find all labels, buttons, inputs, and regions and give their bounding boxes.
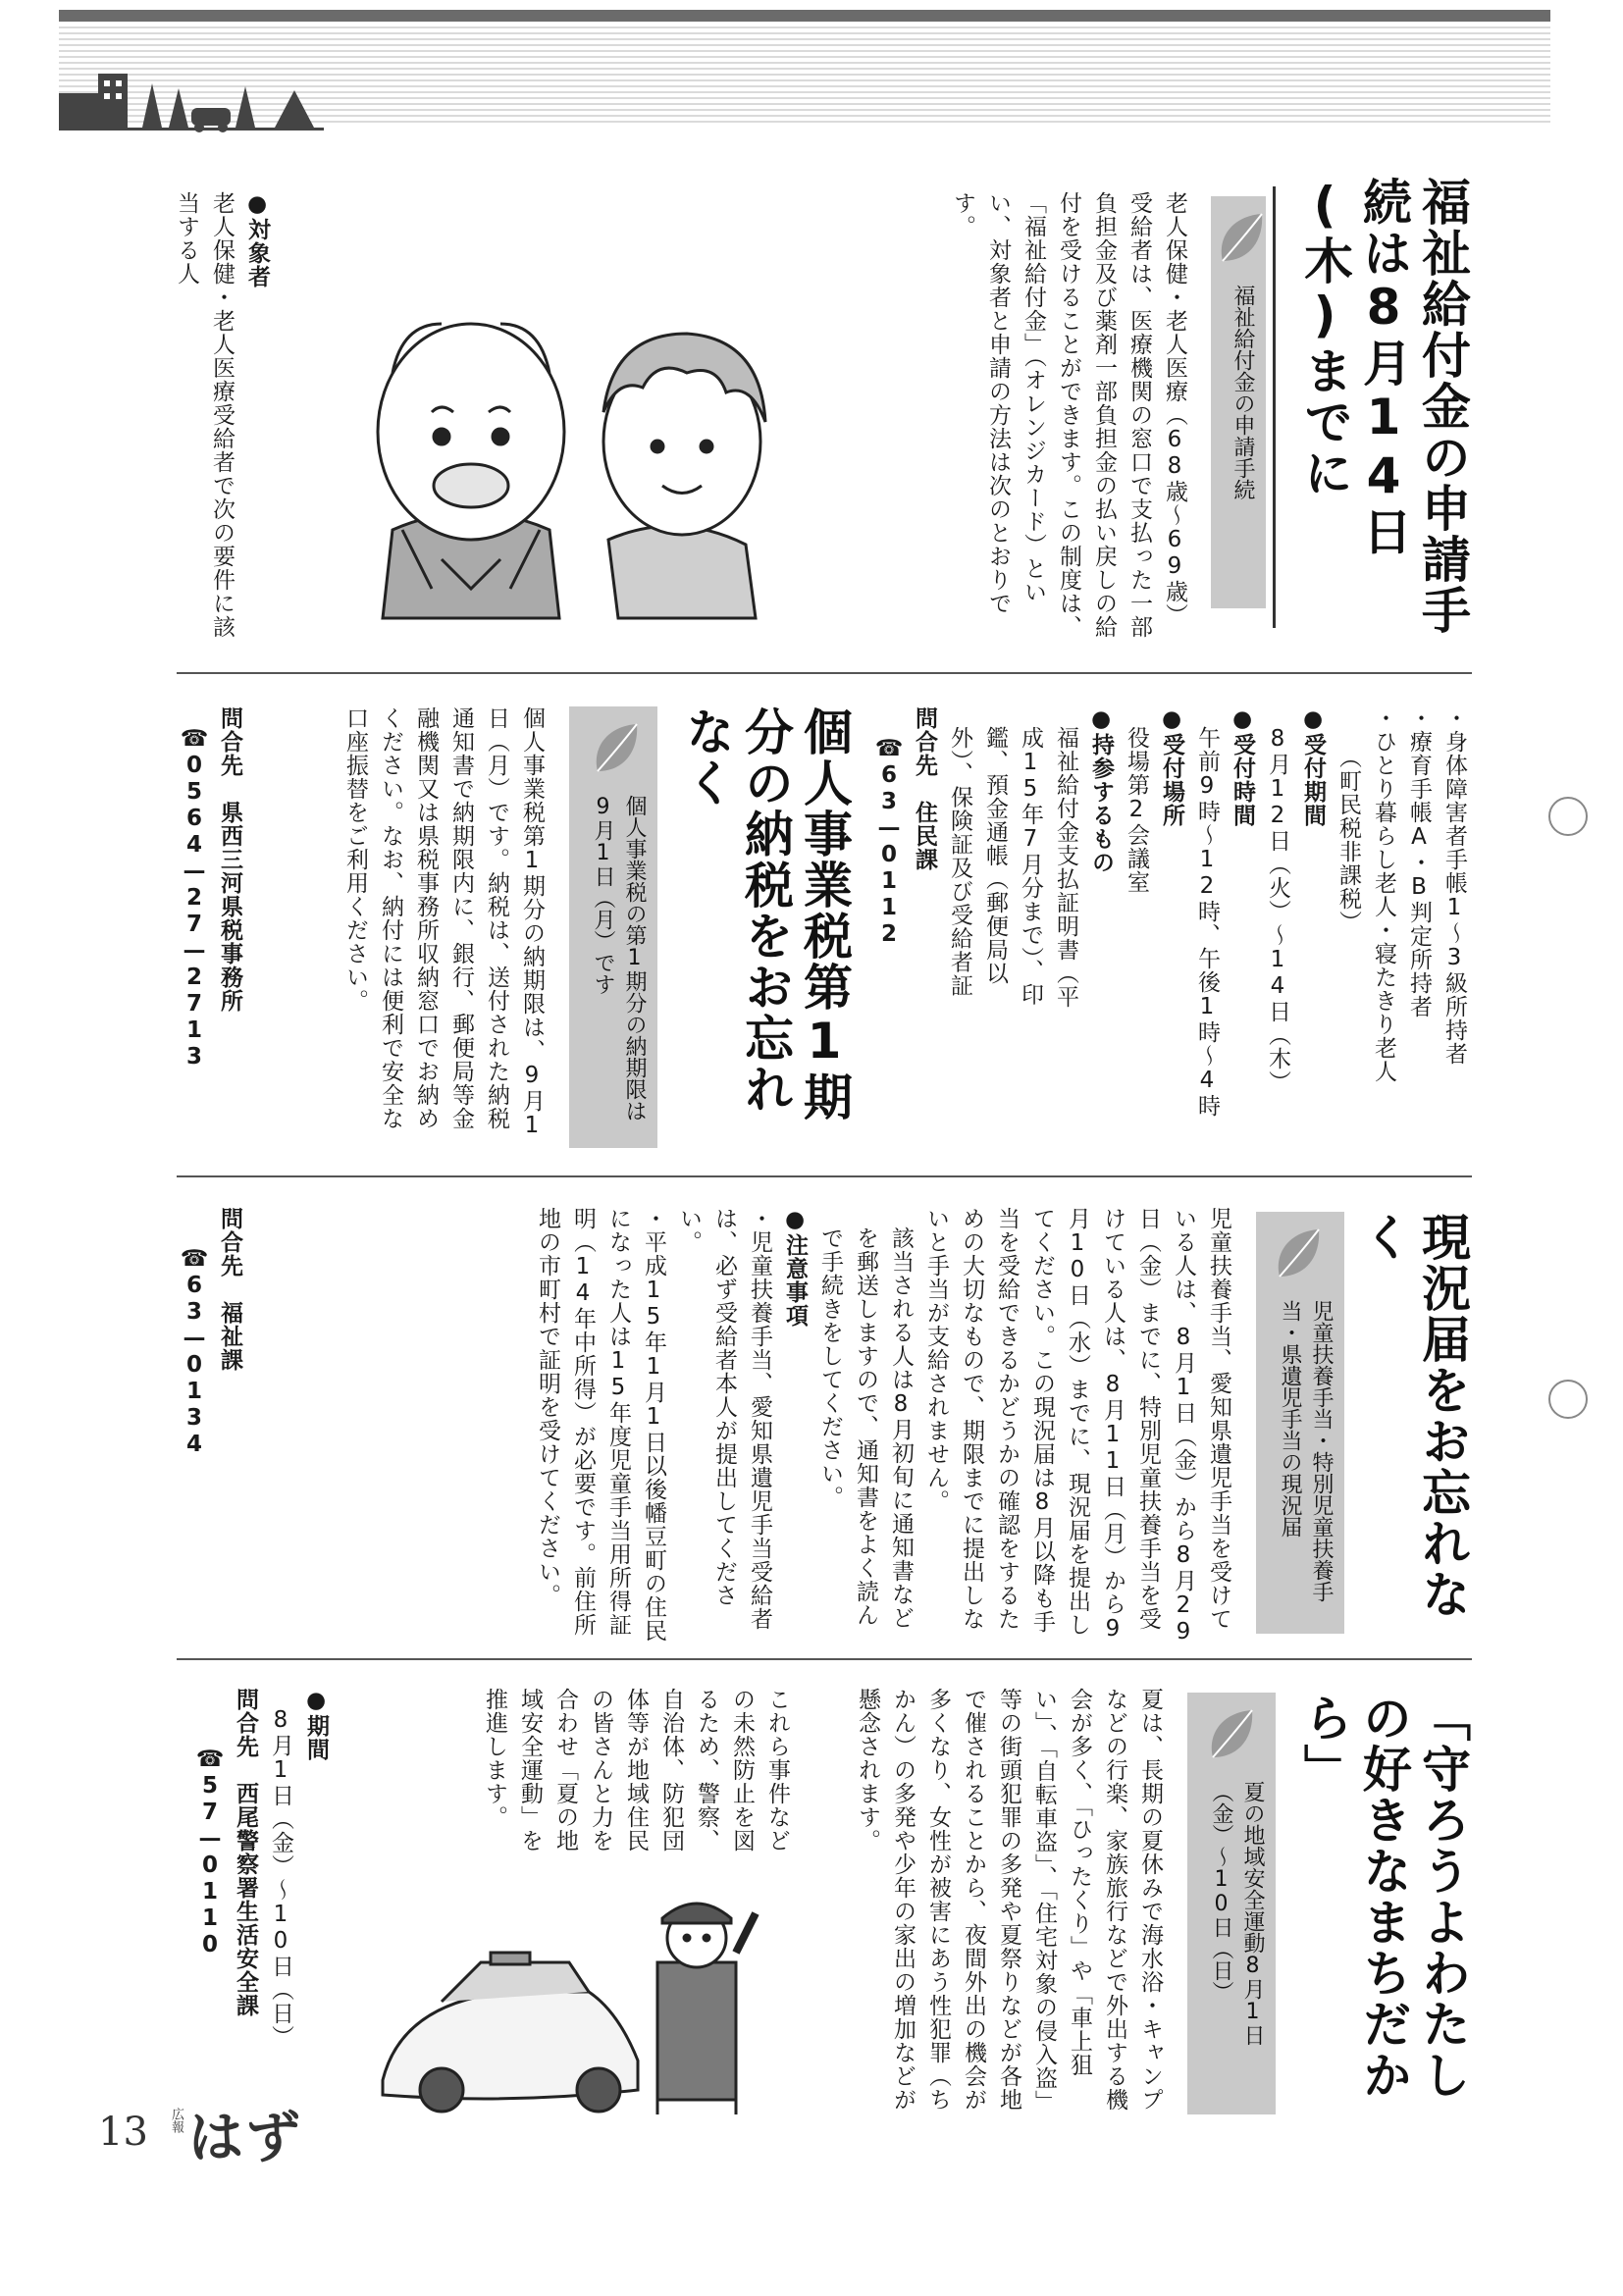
magazine-name: はず [188, 2107, 302, 2170]
safety-body1: 夏は、長期の夏休みで海水浴・キャンプなどの行楽、家族旅行などで外出する機会が多く、「ひったくり」や「車上狙い」、「自転車盗」、「住宅対象の侵入盗」等の街頭犯罪の多発や夏祭りなどが各地で催されることから、夜間外出の機会が多くなり、女性が被害にあう性犯罪（ちかん）の多発や少年の家出の増加などが懸念されます。 [855, 1688, 1163, 2113]
child-subtitle: 児童扶養手当・特別児童扶養手当・県遺児手当の現況届 [1278, 1300, 1334, 1602]
tax-contact-phone: ☎0564—27—2713 [182, 726, 207, 1070]
leaf-icon [588, 718, 643, 781]
welfare-item-3: ・ひとり暮らし老人・寝たきり老人 [1371, 706, 1396, 1083]
leaf-icon [1213, 208, 1268, 271]
welfare-section [174, 147, 1472, 667]
child-section [177, 1187, 1472, 1653]
tax-section [177, 687, 854, 1168]
child-body [535, 1207, 1236, 1648]
welfare-period-text: 8月12日（火）〜14日（木） [1265, 726, 1290, 1094]
safety-subtitle: 夏の地域安全運動8月1日（金）〜10日（日） [1209, 1781, 1265, 2046]
welfare-items [871, 706, 1472, 1148]
welfare-item-1: ・身体障害者手帳1〜3級所持者 [1441, 706, 1467, 1066]
tax-contact-label: 問合先 県西三河県税事務所 [217, 706, 242, 1013]
safety-contact-label: 問合先 西尾警察署生活安全課 [233, 1688, 258, 2017]
welfare-target-label: ●対象者 [244, 191, 270, 288]
welfare-bring-label: ●持参するもの [1088, 706, 1114, 874]
child-body1: 児童扶養手当、愛知県遺児手当を受けている人は、8月1日（金）から8月29日（金）までに、特別児童扶養手当を受けている人は、8月11日（月）から9月10日（水）までに、現況届を提出してください。この現況届は8月以降も手当を受給できるかどうかの確認をするための大切なもので、期限までに提出しないと手当が支給されません。 [923, 1207, 1231, 1645]
welfare-period-label: ●受付期間 [1300, 706, 1326, 827]
welfare-bring-text: 福祉給付金支払証明書（平成15年7月分まで）、印鑑、預金通帳（郵便局以外）、保険証及び受給者証 [947, 726, 1078, 1009]
child-contact-label: 問合先 福祉課 [217, 1207, 242, 1372]
tax-body: 個人事業税第1期分の納期限は、9月1日（月）です。納税は、送付された納税通知書で納期限内に、銀行、郵便局等金融機関又は県税事務所収納窓口でお納めください。なお、納付には便利で安全な口座振替をご利用ください。 [342, 706, 545, 1139]
welfare-item-4: （町民税非課税） [1335, 746, 1361, 934]
punch-hole [1548, 797, 1588, 836]
elderly-couple-illustration [363, 265, 775, 648]
welfare-time-label: ●受付時間 [1230, 706, 1255, 827]
child-note-1: ・児童扶養手当、愛知県遺児手当受給者は、必ず受給者本人が提出してください。 [676, 1207, 772, 1631]
child-contact-phone: ☎63—0134 [182, 1246, 207, 1458]
welfare-time-text: 午前9時〜12時、午後1時〜4時 [1194, 726, 1220, 1118]
magazine-label: 広報 [169, 2108, 183, 2133]
leaf-icon [1203, 1704, 1258, 1767]
safety-body2: これら事件などの未然防止を図るため、警察、自治体、防犯団体等が地域住民の皆さんと力を合わせ「夏の地域安全運動」を推進します。 [482, 1688, 790, 1852]
leaf-icon [1270, 1224, 1325, 1286]
child-notes-label: ●注意事項 [782, 1207, 808, 1328]
tax-contact [177, 706, 247, 1148]
child-headline: 現況届をお忘れなく [1355, 1212, 1471, 1620]
child-body2: 該当される人は8月初旬に通知書などを郵送しますので、通知書をよく読んで手続きをしてください。 [817, 1226, 914, 1630]
tax-headline: 個人事業税第1期分の納税をお忘れなく [678, 706, 853, 1122]
safety-period-text: 8月1日（金）〜10日（日） [268, 1707, 293, 2049]
welfare-headline-rule [1273, 186, 1276, 628]
welfare-intro: 老人保健・老人医療（68歳〜69歳）受給者は、医療機関の窓口で支払った一部負担金及び薬剤一部負担金の払い戻しの給付を受けることができます。この制度は、「福祉給付金」（オレンジカード）といい、対象者と申請の方法は次のとおりです。 [950, 191, 1187, 639]
welfare-contact-label: 問合先 住民課 [912, 706, 937, 871]
safety-section [177, 1668, 1472, 2129]
town-skyline-icon [59, 74, 324, 132]
separator-1 [177, 672, 1472, 674]
separator-3 [177, 1658, 1472, 1660]
child-contact [177, 1207, 247, 1648]
police-officer-illustration [363, 1884, 785, 2119]
welfare-place-text: 役場第2会議室 [1124, 726, 1149, 894]
welfare-place-label: ●受付場所 [1159, 706, 1184, 827]
separator-2 [177, 1175, 1472, 1177]
welfare-target-text: 老人保健・老人医療受給者で次の要件に該当する人 [174, 191, 235, 639]
child-note-2: ・平成15年1月1日以後幡豆町の住民になった人は15年度児童手当用所得証明（14年中所得）が必要です。前住所地の市町村で証明を受けてください。 [535, 1207, 666, 1643]
welfare-target [174, 191, 275, 643]
welfare-item-2: ・療育手帳A・B判定所持者 [1406, 706, 1432, 1018]
welfare-headline: 福祉給付金の申請手続は8月14日(木)までに [1296, 177, 1471, 636]
welfare-contact-phone: ☎63—0112 [876, 736, 902, 948]
page-number: 13 [98, 2110, 148, 2155]
safety-period-label: ●期間 [303, 1688, 329, 1761]
safety-headline: 「守ろうよわたしの好きなまちだから」 [1296, 1693, 1471, 2101]
header-lines [0, 0, 1623, 147]
header-band [0, 0, 1623, 147]
safety-contact-phone: ☎57—0110 [197, 1747, 223, 1958]
punch-hole [1548, 1380, 1588, 1419]
welfare-subtitle: 福祉給付金の申請手続 [1230, 285, 1255, 500]
safety-info [177, 1688, 334, 2129]
welfare-details [864, 687, 1472, 1168]
tax-subtitle: 個人事業税の第1期分の納期限は9月1日（月）です [591, 795, 647, 1122]
